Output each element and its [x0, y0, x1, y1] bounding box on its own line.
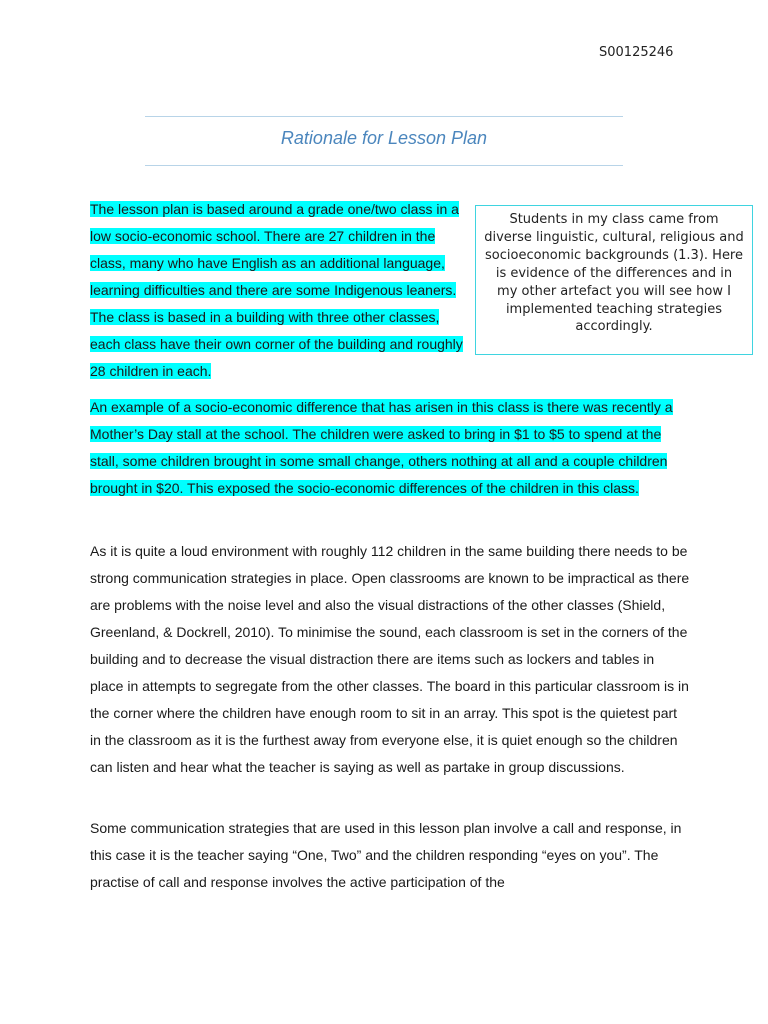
highlighted-text: The lesson plan is based around a grade one/two class in a low socio-economic school. There are 27 children in the class, many who have English as an additional language, learning difficulties and there are some Indigenous leaners. The class is based in a building with three other classes, each class have their own corner of the building and roughly 28 children in each. [90, 201, 463, 379]
page-title: Rationale for Lesson Plan [280, 128, 488, 148]
student-id: S00125246 [599, 45, 674, 60]
paragraph-communication-environment: As it is quite a loud environment with roughly 112 children in the same building there needs to be strong communication strategies in place. Open classrooms are known to be impractical as there are problems with the noise level and also the visual distractions of the other classes (Shield, Greenland, & Dockrell, 2010). To minimise the sound, each classroom is set in the corners of the building and to decrease the visual distraction there are items such as lockers and tables in place in attempts to segregate from the other classes. The board in this particular classroom is in the corner where the children have enough room to sit in an array. This spot is the quietest part in the classroom as it is the furthest away from everyone else, it is quiet enough so the children can listen and hear what the teacher is saying as well as partake in group discussions. [90, 543, 690, 775]
paragraph-class-context [90, 196, 465, 385]
paragraph-call-and-response: Some communication strategies that are used in this lesson plan involve a call and response, in this case it is the teacher saying “One, Two” and the children responding “eyes on you”. The practise of call and response involves the active participation of the [90, 820, 682, 890]
aside-textbox: Students in my class came from diverse linguistic, cultural, religious and socioeconomic backgrounds (1.3). Here is evidence of the differences and in my other artefact you will see how I implemented teaching strategies accordingly. [475, 205, 753, 355]
title-rule-top [145, 116, 623, 117]
highlighted-text: An example of a socio-economic difference that has arisen in this class is there was recently a Mother’s Day stall at the school. The children were asked to bring in $1 to $5 to spend at the stall, some children brought in some small change, others nothing at all and a couple children brought in $20. This exposed the socio-economic differences of the children in this class. [90, 399, 673, 496]
paragraph-socio-economic-example [90, 394, 690, 502]
title-rule-bottom [145, 165, 623, 166]
